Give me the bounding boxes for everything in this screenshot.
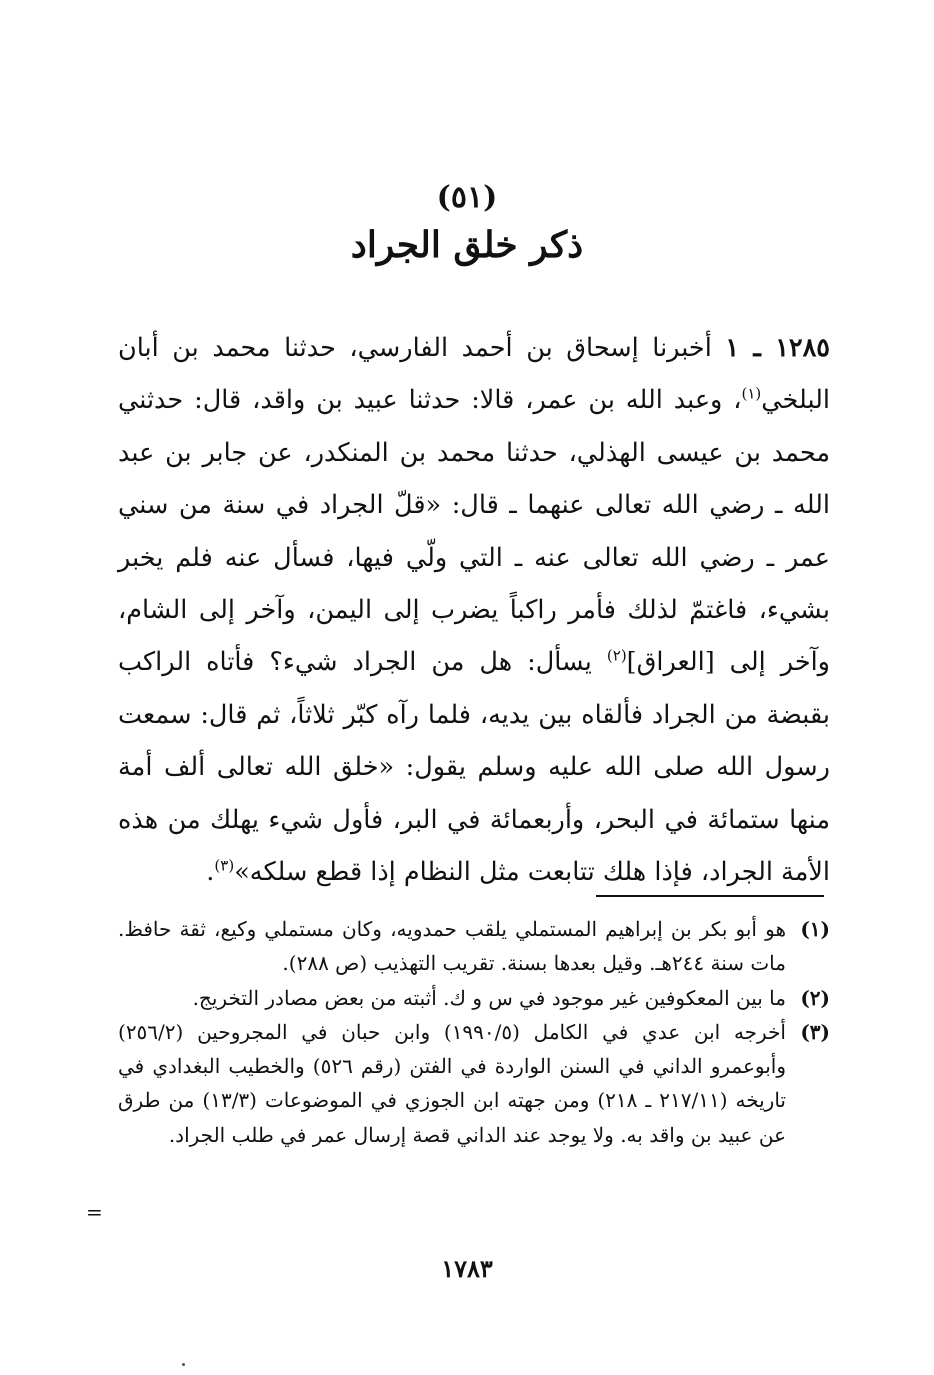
hadith-number: ١٢٨٥ ـ ١: [725, 333, 830, 363]
footnote-text: ما بين المعكوفين غير موجود في س و ك. أثبته من بعض مصادر التخريج.: [192, 985, 786, 1010]
footnote-marker: (١): [800, 917, 830, 941]
footnote-separator-rule: [596, 895, 824, 897]
footnote-text: هو أبو بكر بن إبراهيم المستملي يلقب حمدويه، وكان مستملي وكيع، ثقة حافظ. مات سنة ٢٤٤هـ. وقيل بعدها بسنة. تقريب التهذيب (ص ٢٨٨).: [118, 917, 786, 976]
hadith-body: [118, 322, 830, 898]
footnote-1: [118, 912, 830, 981]
scan-speck: [182, 1363, 185, 1366]
footnotes: [118, 912, 830, 1152]
chapter-number: (٥١): [436, 180, 498, 215]
hadith-text-part-b: ، وعبد الله بن عمر، قالا: حدثنا عبيد بن واقد، قال: حدثني محمد بن عيسى الهذلي، حدثنا محمد بن المنكدر، عن جابر بن عبد الله ـ رضي الله تعالى عنهما ـ قال: «قلّ الجراد في سنة من سني عمر ـ رضي الله تعالى عنه ـ التي ولّي فيها، فسأل عنه فلم يخبر بشيء، فاغتمّ لذلك فأمر راكباً يضرب إلى اليمن، وآخر إلى الشام، وآخر إلى [العراق]: [118, 385, 830, 678]
footnote-text: أخرجه ابن عدي في الكامل (١٩٩٠/٥) وابن حبان في المجروحين (٢٥٦/٢) وأبوعمرو الداني في السنن الواردة في الفتن (رقم ٥٢٦) والخطيب البغدادي في تاريخه (٢١٧/١١ ـ ٢١٨) ومن جهته ابن الجوزي في الموضوعات (١٣/٣) من طرق عن عبيد بن واقد به. ولا يوجد عند الداني قصة إرسال عمر في طلب الجراد.: [118, 1019, 786, 1147]
hadith-paragraph: [118, 322, 830, 898]
footnote-3: [118, 1015, 830, 1152]
chapter-title: ذكر خلق الجراد: [350, 224, 584, 266]
hadith-text-part-a: أخبرنا إسحاق بن أحمد الفارسي، حدثنا محمد بن أبان البلخي: [118, 333, 830, 416]
footnote-marker: (٢): [800, 985, 830, 1010]
footnote-marker: (٣): [800, 1019, 830, 1044]
hadith-text-part-c: يسأل: هل من الجراد شيء؟ فأتاه الراكب بقبضة من الجراد فألقاه بين يديه، فلما رآه كبّر ثلاثاً، ثم قال: سمعت رسول الله صلى الله عليه وسلم يقول: «خلق الله تعالى ألف أمة منها ستمائة في البحر، وأربعمائة في البر، فأول شيء يهلك من هذه الأمة الجراد، فإذا هلك تتابعت مثل النظام إذا قطع سلكه»: [118, 647, 830, 888]
hadith-text-part-d: .: [206, 857, 215, 888]
footnote-reference-3: (٣): [214, 856, 235, 875]
continuation-mark: =: [86, 1200, 103, 1224]
page-number: ١٧٨٣: [441, 1254, 493, 1283]
footnote-reference-1: (١): [741, 384, 762, 403]
footnote-2: [118, 981, 830, 1015]
footnote-reference-2: (٢): [606, 646, 627, 665]
